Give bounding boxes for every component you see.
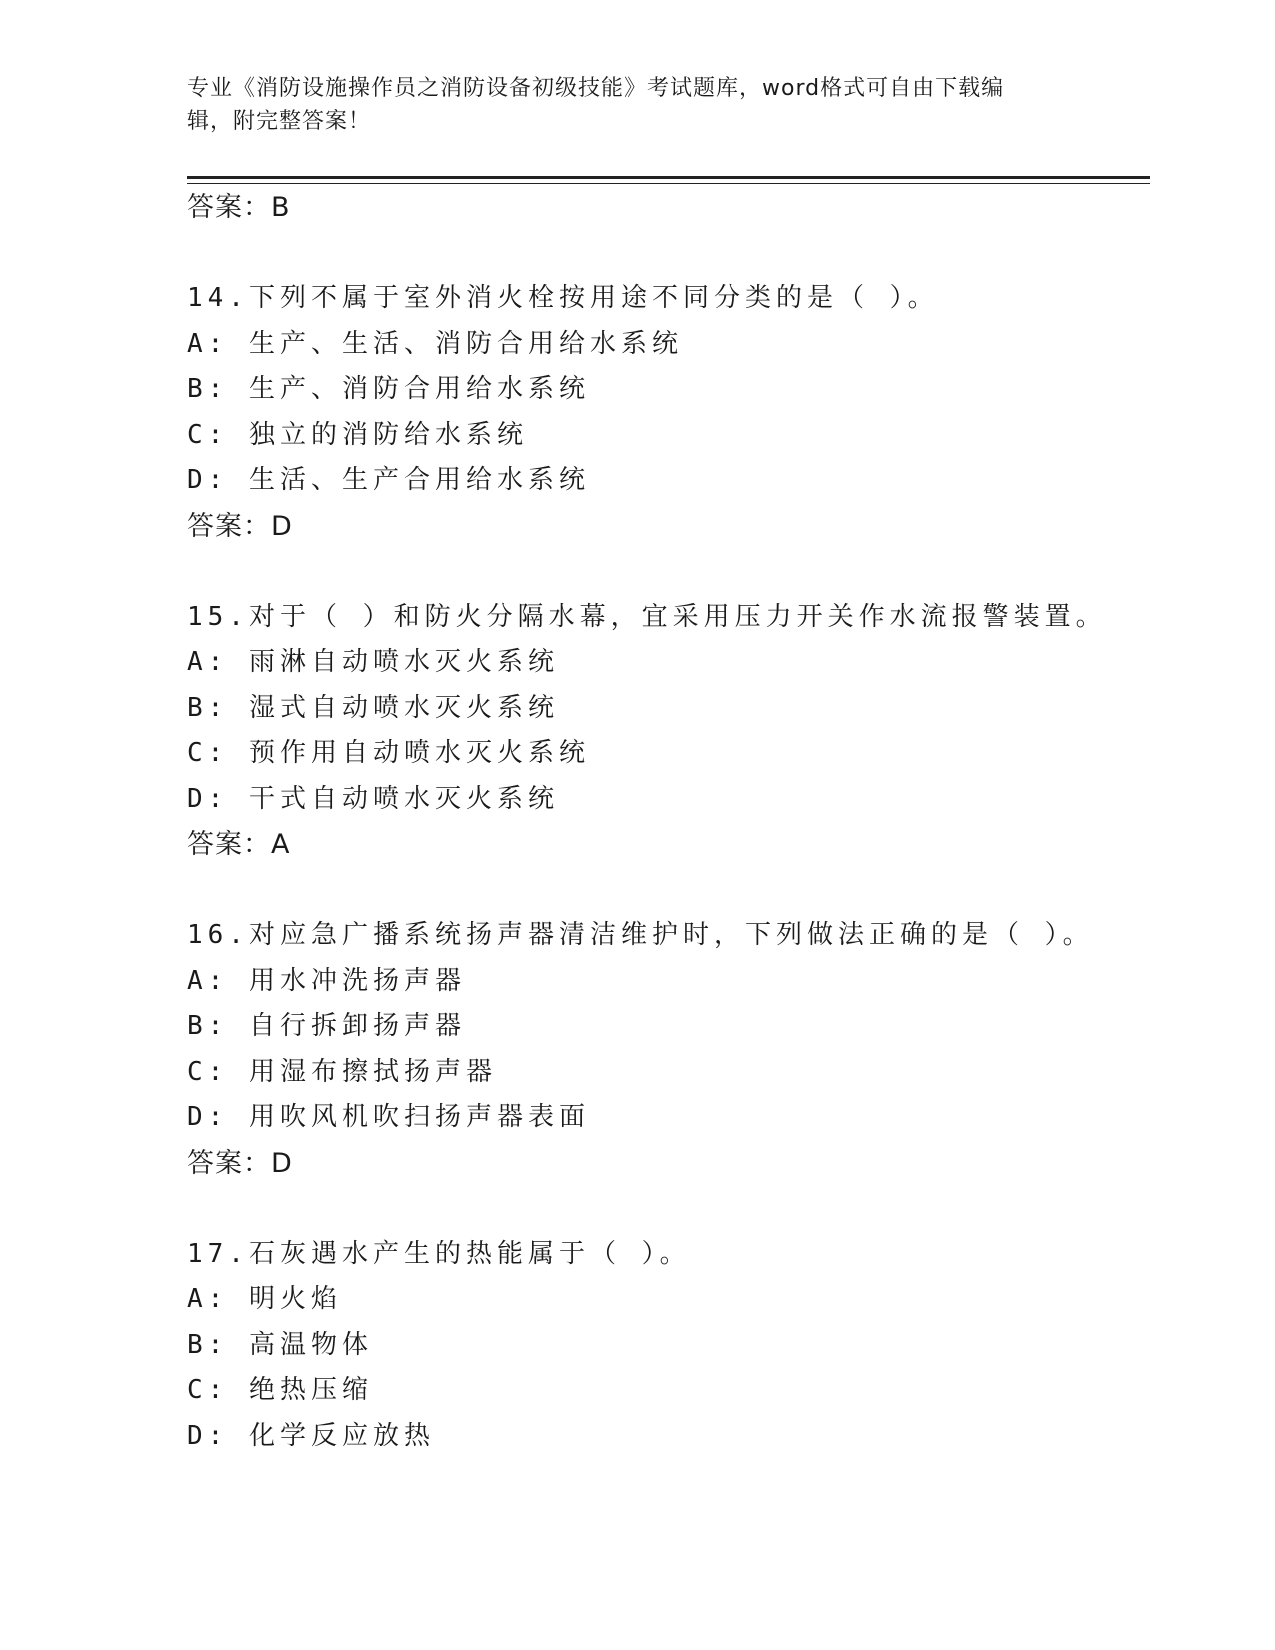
header-line-2: 辑，附完整答案！ — [187, 109, 372, 134]
option-c: C: 独立的消防给水系统 — [187, 419, 528, 450]
spacer — [187, 549, 1150, 595]
header-divider-thick — [187, 176, 1150, 179]
option-c: C: 预作用自动喷水灭火系统 — [187, 738, 590, 768]
spacer — [187, 868, 1150, 914]
answer-line: 答案：D — [187, 1147, 293, 1179]
option-c: C: 绝热压缩 — [187, 1375, 373, 1405]
document-header — [187, 72, 1067, 138]
option-a: A: 生产、生活、消防合用给水系统 — [187, 328, 683, 359]
option-d: D: 化学反应放热 — [187, 1420, 435, 1451]
question-list — [187, 185, 1150, 1459]
option-b: B: 生产、消防合用给水系统 — [187, 374, 590, 404]
question-stem: 16.对应急广播系统扬声器清洁维护时，下列做法正确的是（ ）。 — [187, 920, 1094, 950]
answer-line: 答案：D — [187, 510, 293, 542]
question-stem: 15.对于（ ）和防火分隔水幕，宜采用压力开关作水流报警装置。 — [187, 601, 1107, 632]
question-block-17 — [187, 1232, 1150, 1460]
header-divider-thin — [187, 183, 1150, 184]
option-b: B: 自行拆卸扬声器 — [187, 1011, 466, 1041]
spacer — [187, 231, 1150, 277]
option-b: B: 湿式自动喷水灭火系统 — [187, 692, 559, 723]
question-block-15 — [187, 595, 1150, 868]
question-block-14 — [187, 276, 1150, 549]
answer-line: 答案：A — [187, 829, 291, 860]
option-d: D: 干式自动喷水灭火系统 — [187, 783, 559, 814]
question-stem: 17.石灰遇水产生的热能属于（ ）。 — [187, 1238, 691, 1269]
question-stem: 14.下列不属于室外消火栓按用途不同分类的是（ ）。 — [187, 283, 939, 313]
spacer — [187, 1186, 1150, 1232]
option-b: B: 高温物体 — [187, 1329, 373, 1360]
option-c: C: 用湿布擦拭扬声器 — [187, 1056, 497, 1087]
option-d: D: 生活、生产合用给水系统 — [187, 465, 590, 495]
header-line-1: 专业《消防设施操作员之消防设备初级技能》考试题库，word格式可自由下载编 — [187, 76, 1005, 101]
answer-line: 答案：B — [187, 192, 291, 223]
option-a: A: 雨淋自动喷水灭火系统 — [187, 647, 559, 677]
question-block-16 — [187, 913, 1150, 1186]
option-d: D: 用吹风机吹扫扬声器表面 — [187, 1102, 590, 1132]
option-a: A: 明火焰 — [187, 1284, 342, 1314]
option-a: A: 用水冲洗扬声器 — [187, 965, 466, 996]
